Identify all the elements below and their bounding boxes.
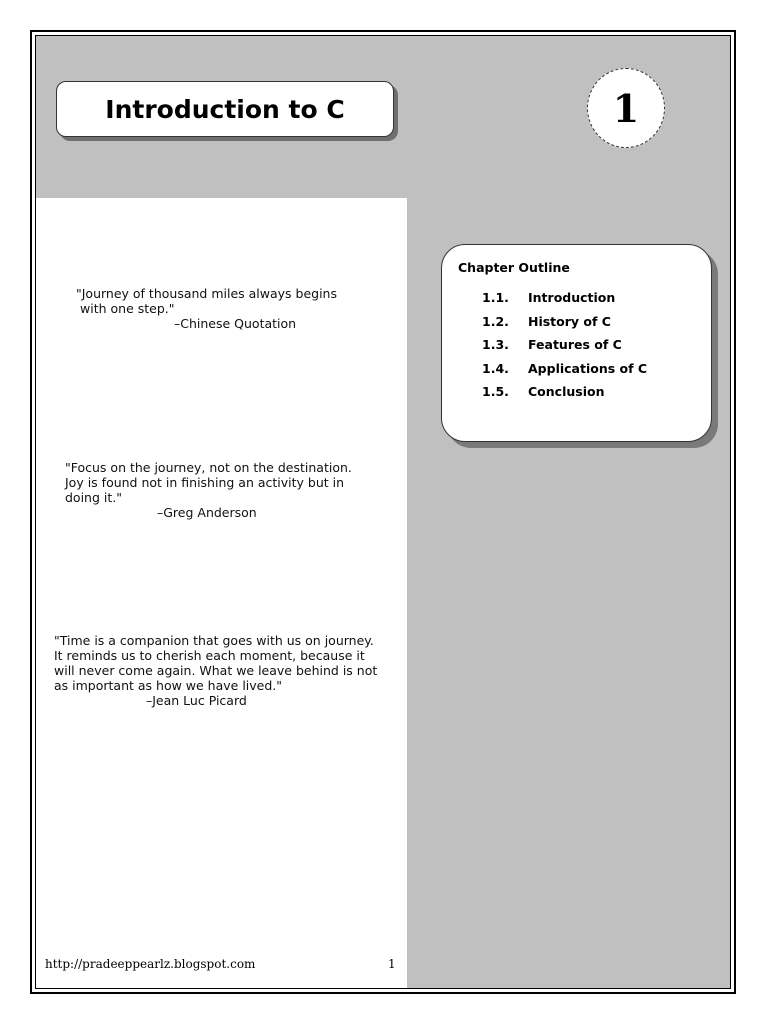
chapter-outline-box bbox=[441, 244, 712, 442]
chapter-title: Introduction to C bbox=[105, 94, 345, 124]
quote-line: "Focus on the journey, not on the destination. bbox=[65, 460, 352, 475]
quote-line: with one step." bbox=[80, 301, 175, 316]
outline-item-label: Applications of C bbox=[528, 360, 648, 376]
outline-item-label: Conclusion bbox=[528, 384, 605, 399]
outline-item-number: 1.5. bbox=[482, 384, 509, 399]
quote-line: Joy is found not in finishing an activity but in bbox=[65, 475, 345, 490]
chapter-number-badge bbox=[587, 68, 665, 148]
chapter-outline-heading: Chapter Outline bbox=[458, 260, 570, 275]
outline-item bbox=[482, 337, 647, 361]
chapter-outline-list bbox=[482, 290, 647, 408]
outline-item-number: 1.1. bbox=[482, 290, 509, 305]
outline-item-number: 1.2. bbox=[482, 313, 509, 329]
quote-author: –Chinese Quotation bbox=[174, 316, 297, 331]
quote-line: doing it." bbox=[65, 490, 122, 505]
quote-line: will never come again. What we leave behind is not bbox=[54, 663, 378, 678]
quote-line: "Time is a companion that goes with us on journey. bbox=[54, 633, 374, 648]
outline-item bbox=[482, 361, 647, 385]
outline-item-label: Features of C bbox=[528, 337, 622, 352]
quote-1 bbox=[76, 286, 337, 331]
footer-url: http://pradeeppearlz.blogspot.com bbox=[45, 957, 256, 971]
chapter-title-box bbox=[56, 81, 394, 137]
outline-item-number: 1.4. bbox=[482, 360, 509, 376]
outline-item-label: Introduction bbox=[528, 290, 616, 305]
chapter-number: 1 bbox=[612, 85, 640, 131]
outline-item bbox=[482, 290, 647, 314]
quote-author: –Jean Luc Picard bbox=[146, 693, 247, 708]
outline-item-number: 1.3. bbox=[482, 337, 509, 352]
page-panel bbox=[35, 35, 731, 989]
quote-author: –Greg Anderson bbox=[157, 505, 257, 520]
quote-2 bbox=[65, 460, 352, 520]
quote-3 bbox=[54, 633, 377, 708]
outline-item-label: History of C bbox=[528, 313, 611, 329]
quote-line: as important as how we have lived." bbox=[54, 678, 283, 693]
page-number: 1 bbox=[388, 957, 396, 971]
outline-item bbox=[482, 314, 647, 338]
outline-item bbox=[482, 384, 647, 408]
quote-line: "Journey of thousand miles always begins bbox=[76, 286, 337, 301]
quote-line: It reminds us to cherish each moment, because it bbox=[54, 648, 365, 663]
